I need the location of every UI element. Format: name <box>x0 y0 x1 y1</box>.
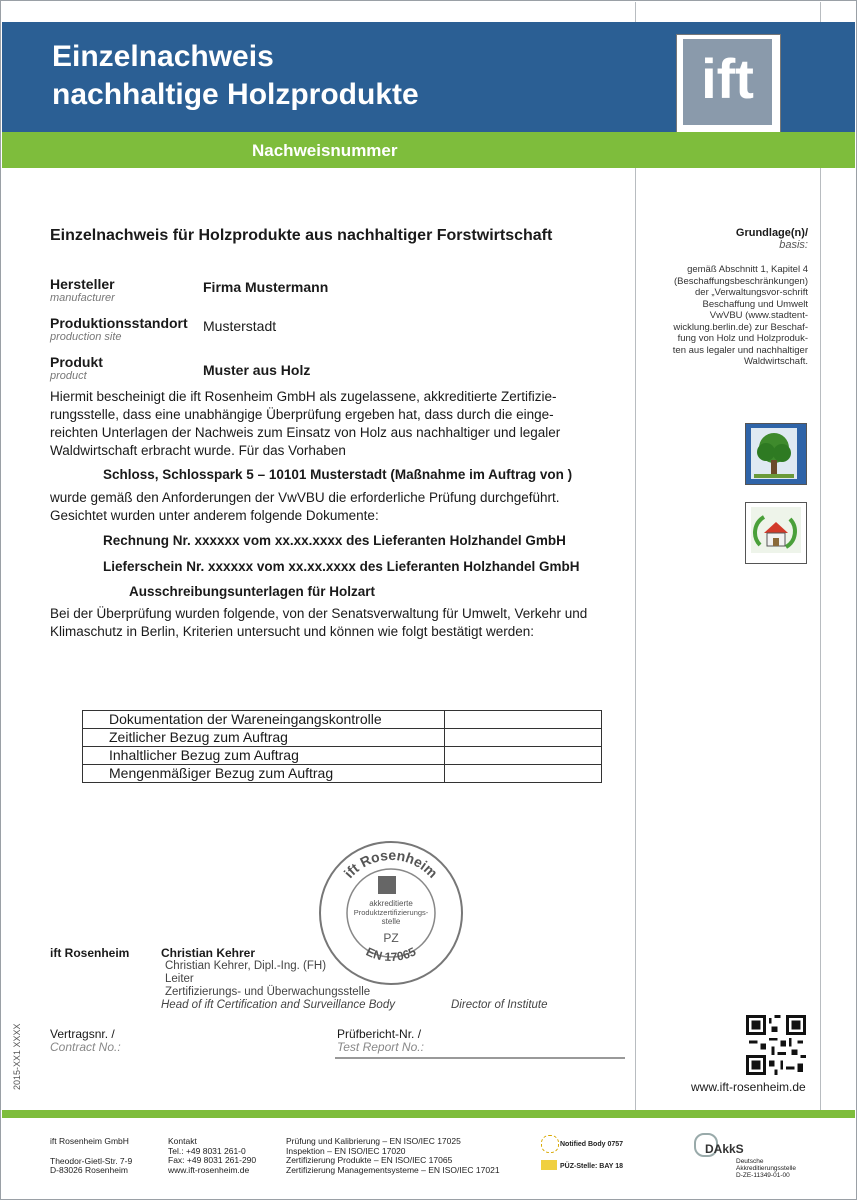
footer-line: Tel.: +49 8031 261-0 <box>168 1145 246 1156</box>
puez-stelle: PÜZ-Stelle: BAY 18 <box>560 1163 624 1170</box>
produkt-value: Muster aus Holz <box>203 362 311 378</box>
column-divider <box>820 168 821 1112</box>
vertrag-sub: Contract No.: <box>50 1040 121 1054</box>
seal-logo <box>378 876 396 894</box>
pruef-label: Prüfbericht-Nr. / <box>337 1027 422 1041</box>
footer-line: Akkreditierungsstelle <box>736 1165 796 1172</box>
seal-bottom-text: EN 17065 <box>363 944 419 965</box>
basis-line: (Beschaffungsbeschränkungen) <box>674 275 808 287</box>
criteria-cell: Zeitlicher Bezug zum Auftrag <box>83 729 445 747</box>
criteria-cell: Dokumentation der Wareneingangskontrolle <box>83 711 445 729</box>
footer-line: Deutsche <box>736 1158 764 1165</box>
standort-value: Musterstadt <box>203 318 277 334</box>
signature-line: Director of Institute <box>451 999 548 1011</box>
column-divider <box>635 168 636 1112</box>
seal-text: akkreditierte <box>369 899 413 908</box>
notified-body-mark <box>541 1135 559 1153</box>
seal-text: stelle <box>381 917 401 926</box>
top-strip <box>2 2 855 22</box>
footer-line: D-83026 Rosenheim <box>50 1165 128 1175</box>
footer-line: D-ZE-11349-01-00 <box>736 1172 790 1179</box>
footer-line: Fax: +49 8031 261-290 <box>168 1155 257 1165</box>
signature-org: ift Rosenheim <box>50 946 130 960</box>
basis-line: Waldwirtschaft. <box>743 356 808 367</box>
paragraph-line: rungsstelle, dass eine unabhängige Überprüfung ergeben hat, dass durch die einge- <box>50 407 554 422</box>
criteria-paragraph <box>50 605 587 641</box>
footer-line: Theodor-Gietl-Str. 7-9 <box>50 1155 133 1166</box>
table-row <box>83 711 602 729</box>
signature-rule <box>335 1057 625 1059</box>
criteria-cell: Mengenmäßiger Bezug zum Auftrag <box>83 765 445 783</box>
basis-line: der „Verwaltungsvor-schrift <box>695 287 808 298</box>
document-title <box>52 38 419 114</box>
seal-pz: PZ <box>383 931 399 945</box>
footer-company <box>50 1137 132 1176</box>
basis-line: VwVBU (www.stadtent- <box>709 310 808 321</box>
document-item: Lieferschein Nr. xxxxxx vom xx.xx.xxxx des Lieferanten Holzhandel GmbH <box>103 559 580 574</box>
house-recycle-icon <box>745 502 807 564</box>
check-cell <box>445 765 602 783</box>
dakks-details <box>736 1158 796 1179</box>
footer-line: Zertifizierung Managementsysteme – EN ISO/IEC 17021 <box>286 1164 500 1175</box>
certification-seal <box>316 838 466 988</box>
tree-graphic <box>746 424 806 484</box>
notified-body: Notified Body 0757 <box>560 1141 624 1148</box>
paragraph-line: reichten Unterlagen der Nachweis zum Einsatz von Holz aus nachhaltiger und legaler <box>50 425 561 440</box>
hersteller-value: Firma Mustermann <box>203 279 329 295</box>
title-line: nachhaltige Holzprodukte <box>52 78 419 111</box>
paragraph-line: Bei der Überprüfung wurden folgende, von der Senatsverwaltung für Umwelt, Verkehr und <box>50 606 588 621</box>
hersteller-sub: manufacturer <box>50 292 115 304</box>
criteria-table <box>82 710 602 783</box>
check-cell <box>445 729 602 747</box>
basis-heading <box>736 227 808 251</box>
footer-line: Kontakt <box>168 1136 197 1146</box>
section-heading: Einzelnachweis für Holzprodukte aus nachhaltiger Forstwirtschaft <box>50 227 553 244</box>
signature-line: Leiter <box>165 973 194 985</box>
paragraph-line: Waldwirtschaft erbracht wurde. Für das Vorhaben <box>50 443 346 458</box>
footer-line: ift Rosenheim GmbH <box>50 1136 129 1146</box>
basis-text <box>638 264 808 368</box>
nachweisnummer-label: Nachweisnummer <box>252 141 398 160</box>
nachweisnummer-bar <box>2 132 855 168</box>
paragraph-line: wurde gemäß den Anforderungen der VwVBU die erforderliche Prüfung durchgeführt. <box>50 490 560 505</box>
paragraph-line: Hiermit bescheinigt die ift Rosenheim GmbH als zugelassene, akkreditierte Zertifizie- <box>50 389 557 404</box>
document-item: Rechnung Nr. xxxxxx vom xx.xx.xxxx des Lieferanten Holzhandel GmbH <box>103 533 566 548</box>
footer-line: Prüfung und Kalibrierung – EN ISO/IEC 17025 <box>286 1136 461 1146</box>
footer-line: Zertifizierung Produkte – EN ISO/IEC 17065 <box>286 1155 453 1165</box>
table-row <box>83 765 602 783</box>
signature-line: Christian Kehrer, Dipl.-Ing. (FH) <box>165 960 327 972</box>
standort-label: Produktionsstandort <box>50 315 188 331</box>
signature-line: Head of ift Certification and Surveillance Body <box>161 999 395 1011</box>
check-cell <box>445 747 602 765</box>
basis-line: Beschaffung und Umwelt <box>702 298 808 310</box>
basis-sub: basis: <box>779 239 808 251</box>
title-line: Einzelnachweis <box>52 40 274 73</box>
tree-icon <box>745 423 807 485</box>
certification-paragraph <box>50 388 560 460</box>
document-item: Ausschreibungsunterlagen für Holzart <box>129 584 376 599</box>
hersteller-label: Hersteller <box>50 276 115 292</box>
paragraph-line: Gesichtet wurden unter anderem folgende Dokumente: <box>50 508 379 523</box>
top-divider <box>820 2 821 22</box>
footer-bar <box>2 1110 855 1118</box>
vertrag-label: Vertragsnr. / <box>50 1027 115 1041</box>
footer-line: Inspektion – EN ISO/IEC 17020 <box>286 1145 406 1156</box>
footer-accreditations <box>286 1137 500 1175</box>
seal-top-text: ift Rosenheim <box>340 846 441 882</box>
footer-line: www.ift-rosenheim.de <box>168 1164 250 1175</box>
footer-contact <box>168 1137 256 1175</box>
basis-line: gemäß Abschnitt 1, Kapitel 4 <box>687 264 808 275</box>
basis-line: wicklung.berlin.de) zur Beschaf- <box>673 321 808 333</box>
produkt-sub: product <box>50 370 87 382</box>
top-divider <box>635 2 636 22</box>
signature-name: Christian Kehrer <box>161 946 256 960</box>
table-row <box>83 729 602 747</box>
puez-mark <box>541 1160 557 1170</box>
basis-line: ten aus legaler und nachhaltiger <box>672 344 808 356</box>
dakks-logo-text: DAkkS <box>705 1142 744 1156</box>
vertical-code: 2015-XX1 XXXX <box>12 1023 22 1090</box>
review-paragraph <box>50 489 560 525</box>
table-row <box>83 747 602 765</box>
vorhaben-line: Schloss, Schlosspark 5 – 10101 Musterstadt (Maßnahme im Auftrag von ) <box>103 467 573 482</box>
basis-line: fung von Holz und Holzproduk- <box>677 333 808 344</box>
seal-text: Produktzertifizierungs- <box>353 908 429 917</box>
basis-label: Grundlage(n)/ <box>735 227 808 239</box>
standort-sub: production site <box>50 331 122 343</box>
check-cell <box>445 711 602 729</box>
website-url: www.ift-rosenheim.de <box>691 1080 806 1094</box>
qr-code <box>746 1015 806 1075</box>
pruef-sub: Test Report No.: <box>337 1040 424 1054</box>
house-graphic <box>746 503 806 563</box>
logo-mark <box>683 39 772 125</box>
logo-text: ift <box>701 47 754 110</box>
paragraph-line: Klimaschutz in Berlin, Kriterien untersucht und können wie folgt bestätigt werden: <box>50 624 535 639</box>
signature-line: Zertifizierungs- und Überwachungsstelle <box>165 986 371 998</box>
criteria-cell: Inhaltlicher Bezug zum Auftrag <box>83 747 445 765</box>
produkt-label: Produkt <box>50 354 103 370</box>
